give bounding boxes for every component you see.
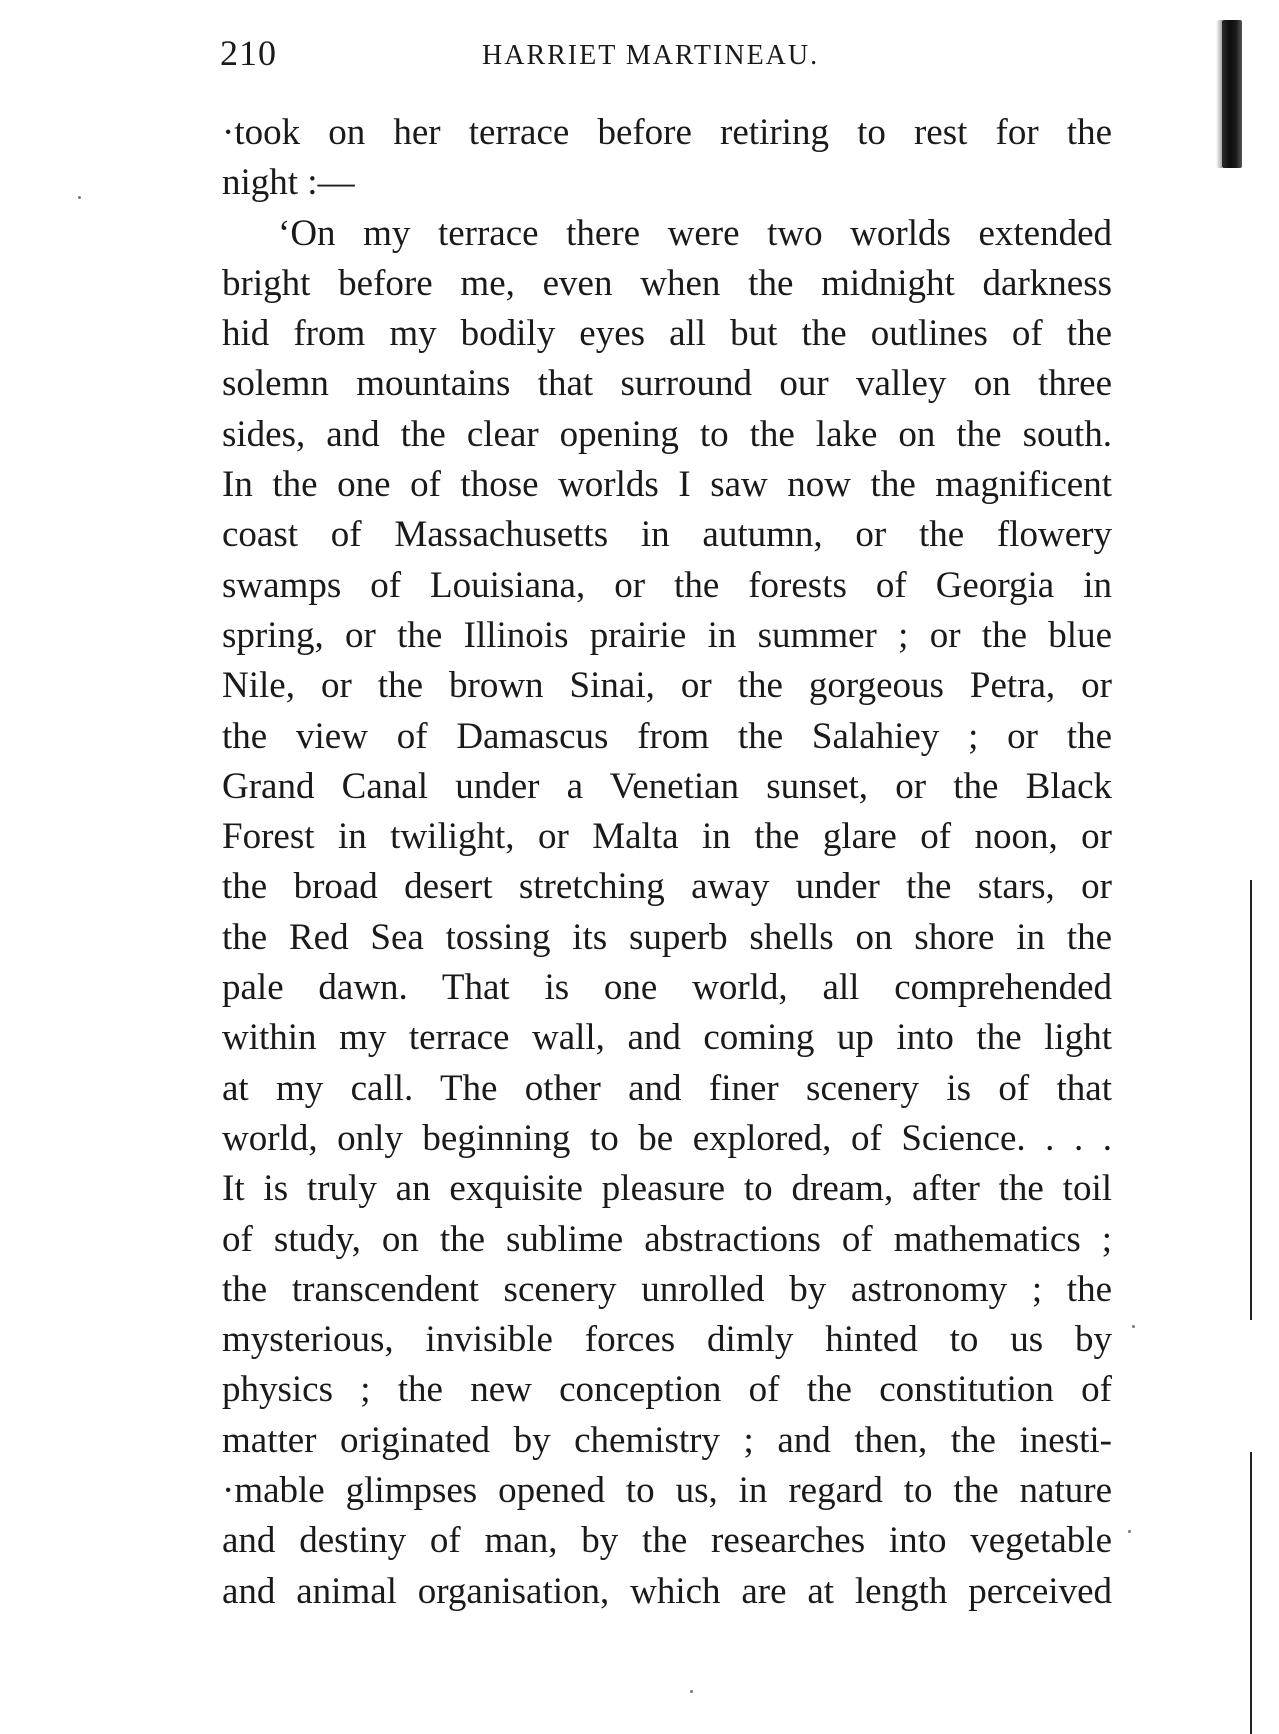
- text-line: Nile, or the brown Sinai, or the gorgeous Petra, or: [222, 665, 1112, 707]
- text-line: mysterious, invisible forces dimly hinted to us by: [222, 1319, 1112, 1361]
- text-line: pale dawn. That is one world, all comprehended: [222, 967, 1112, 1009]
- text-line: the view of Damascus from the Salahiey ; or the: [222, 715, 1112, 757]
- text-line: ‘On my terrace there were two worlds extended: [278, 212, 1112, 254]
- text-line: bright before me, even when the midnight darkness: [222, 262, 1112, 304]
- text-line: It is truly an exquisite pleasure to dream, after the toil: [222, 1168, 1112, 1210]
- text-line: swamps of Louisiana, or the forests of Georgia in: [222, 564, 1112, 606]
- text-line: matter originated by chemistry ; and then, the inesti-: [222, 1419, 1112, 1461]
- text-line: ·mable glimpses opened to us, in regard to the nature: [222, 1470, 1112, 1512]
- text-line: In the one of those worlds I saw now the magnificent: [222, 464, 1112, 506]
- paper-speck: [1128, 1530, 1131, 1533]
- text-line: of study, on the sublime abstractions of mathematics ;: [222, 1218, 1112, 1260]
- text-line: the transcendent scenery unrolled by astronomy ; the: [222, 1268, 1112, 1310]
- text-line: at my call. The other and finer scenery is of that: [222, 1067, 1112, 1109]
- paper-speck: [78, 196, 81, 199]
- page-header: [220, 32, 1110, 76]
- paper-speck: [1132, 1325, 1135, 1328]
- text-line: and animal organisation, which are at length perceived: [222, 1570, 1112, 1612]
- text-line: night :—: [222, 162, 355, 204]
- text-line: physics ; the new conception of the constitution of: [222, 1369, 1112, 1411]
- page-edge-line: [1250, 1452, 1252, 1734]
- running-head: HARRIET MARTINEAU.: [482, 40, 820, 71]
- text-line: Grand Canal under a Venetian sunset, or the Black: [222, 765, 1112, 807]
- text-line: spring, or the Illinois prairie in summer ; or the blue: [222, 614, 1112, 656]
- page-edge-line: [1250, 880, 1252, 1320]
- text-line: Forest in twilight, or Malta in the glare of noon, or: [222, 816, 1112, 858]
- page-number: 210: [220, 33, 277, 73]
- paper-speck: [690, 1690, 693, 1693]
- text-line: the broad desert stretching away under the stars, or: [222, 866, 1112, 908]
- text-line: coast of Massachusetts in autumn, or the flowery: [222, 514, 1112, 556]
- text-line: and destiny of man, by the researches into vegetable: [222, 1520, 1112, 1562]
- body-text: [222, 108, 1112, 1617]
- text-line: hid from my bodily eyes all but the outlines of the: [222, 313, 1112, 355]
- text-line: the Red Sea tossing its superb shells on shore in the: [222, 916, 1112, 958]
- text-line: ·took on her terrace before retiring to rest for the: [222, 112, 1112, 153]
- binding-shadow: [1222, 20, 1242, 168]
- text-line: within my terrace wall, and coming up into the light: [222, 1017, 1112, 1059]
- text-line: world, only beginning to be explored, of Science. . . .: [222, 1117, 1112, 1159]
- text-line: solemn mountains that surround our valley on three: [222, 363, 1112, 405]
- text-line: sides, and the clear opening to the lake on the south.: [222, 413, 1112, 455]
